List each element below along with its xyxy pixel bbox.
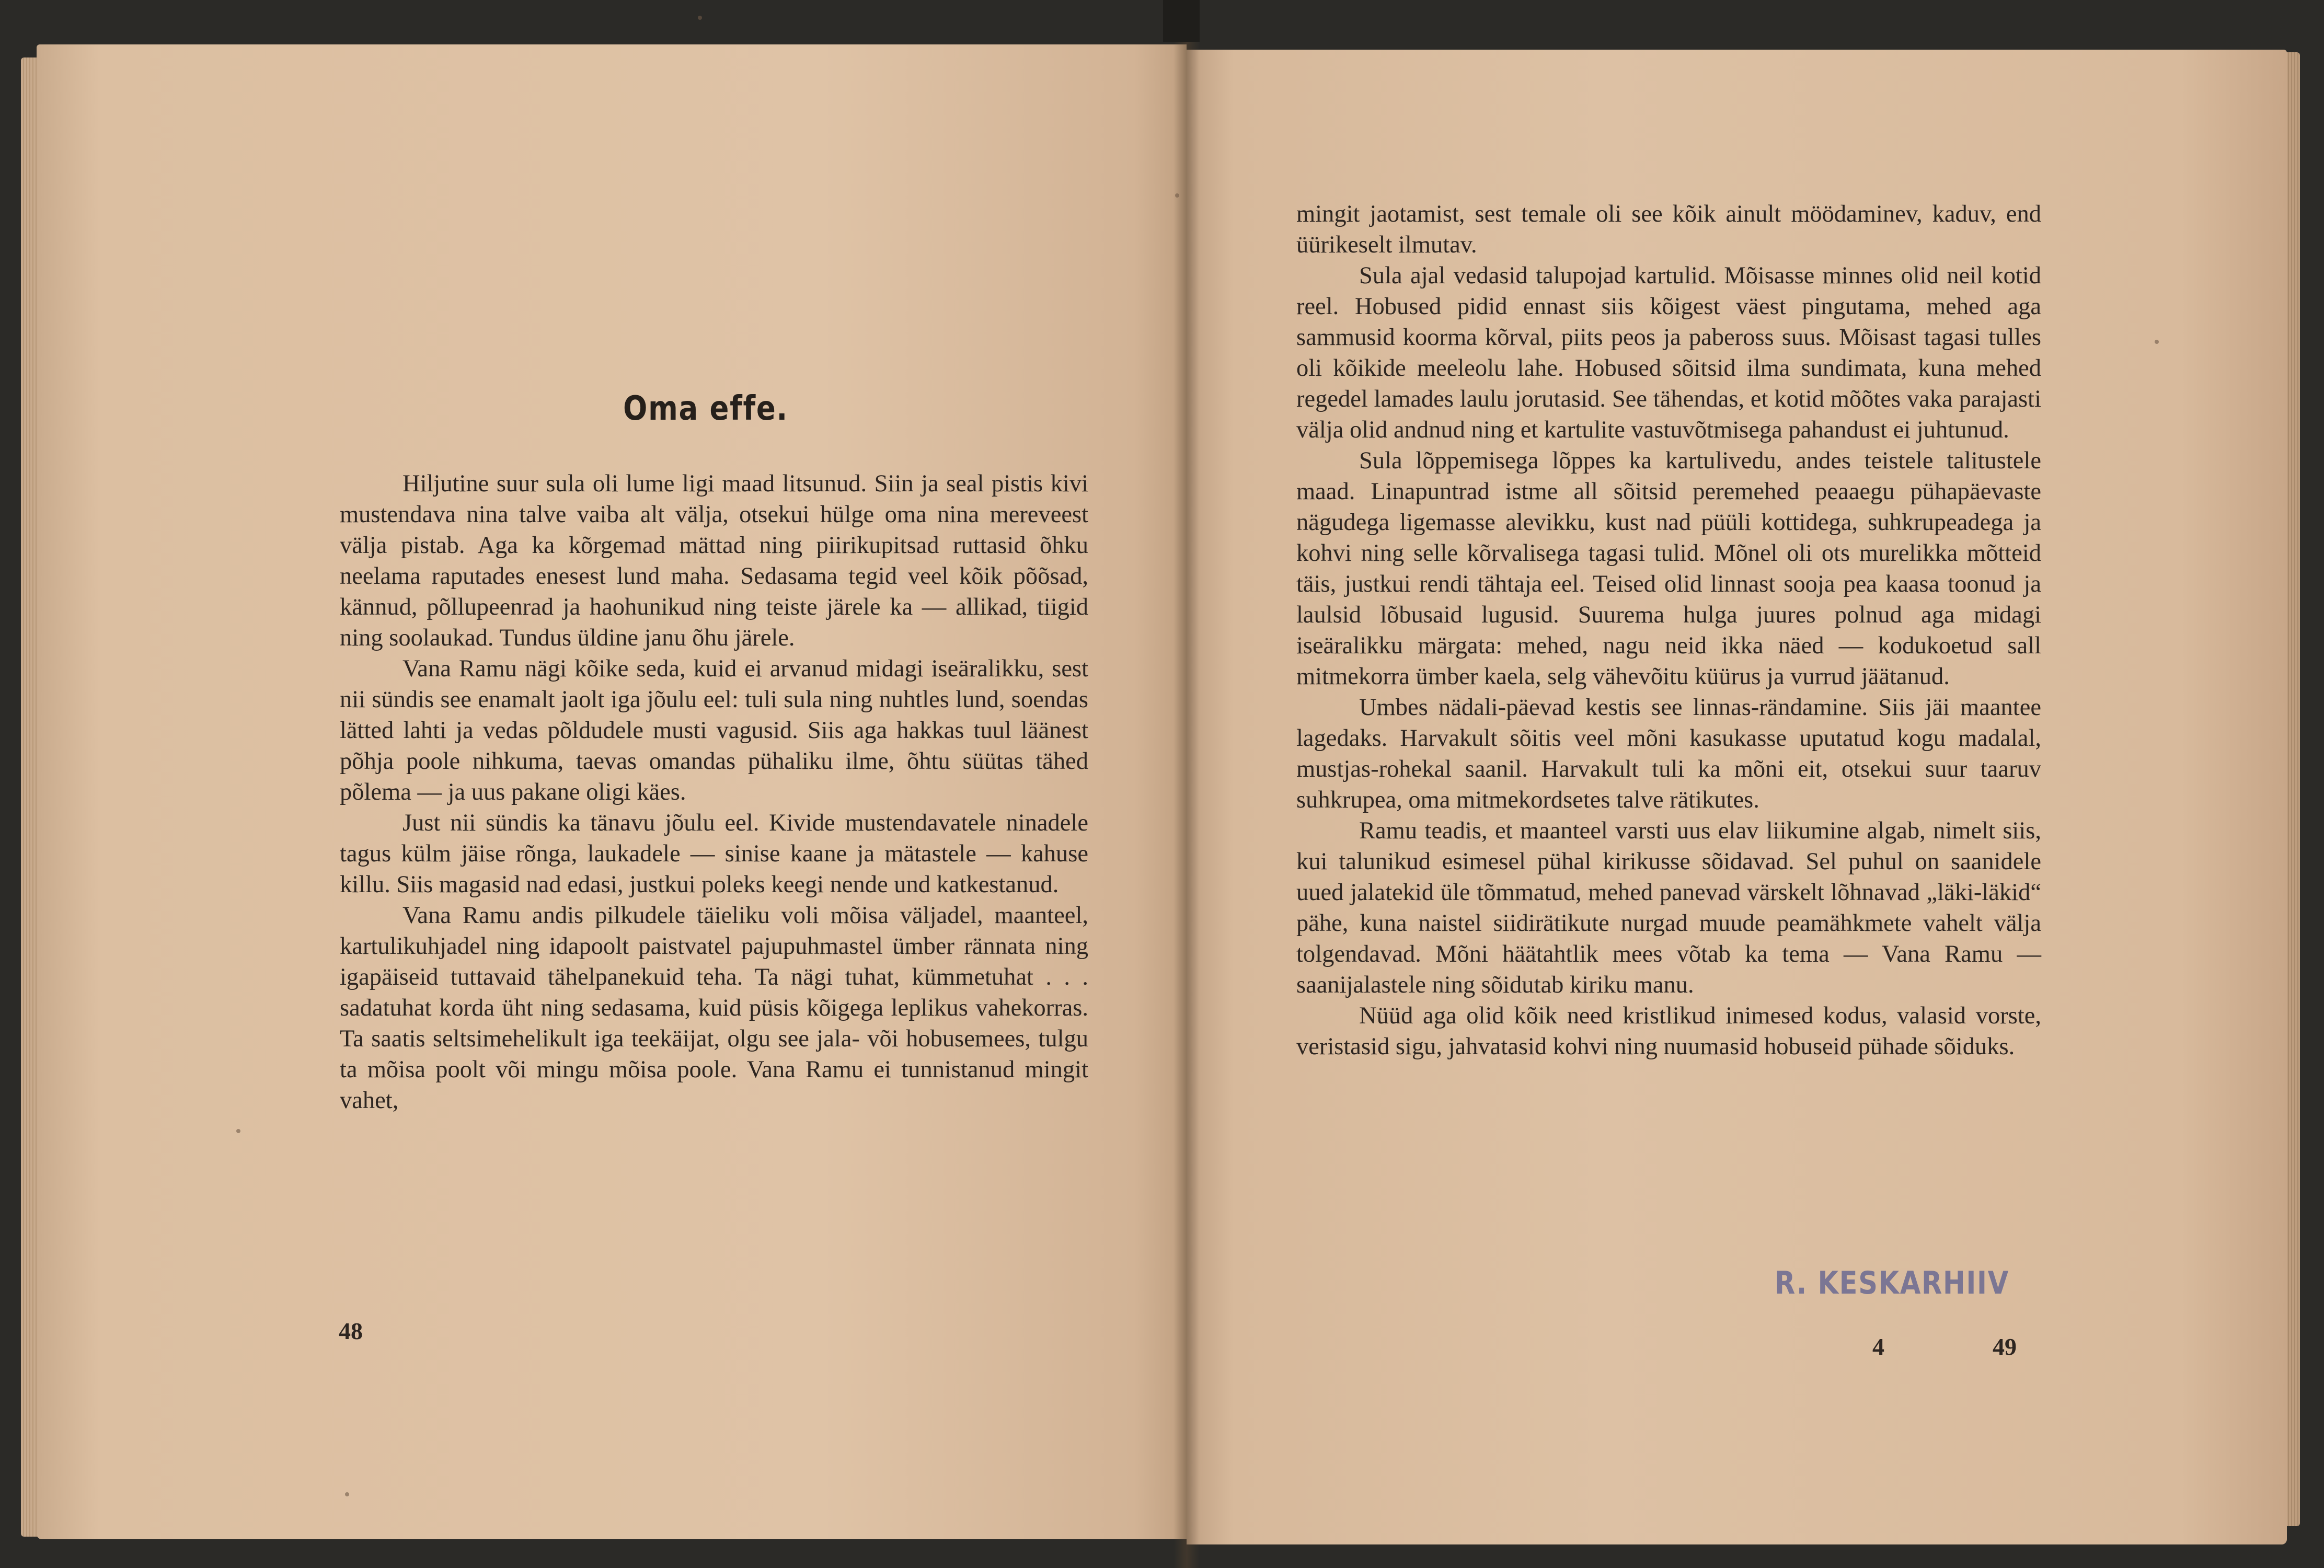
left-page-text (340, 468, 1088, 1116)
paragraph: Ramu teadis, et maanteel varsti uus elav liikumine algab, nimelt siis, kui talunikud esimesel pühal kirikusse sõidavad. Sel puhul on saanidele uued jalatekid üle tõmmatud, mehed panevad värskelt lõhnavad „läki-läkid“ pähe, kuna naistel siidirätikute nurgad muude peamähkmete vahelt välja tolgendavad. Mõni häätahtlik mees võtab ka tema — Vana Ramu — saanijalastele ning sõidutab kiriku manu. (1296, 817, 2041, 998)
paragraph: Hiljutine suur sula oli lume ligi maad litsunud. Siin ja seal pistis kivi mustendava nina talve vaiba alt välja, otsekui hülge oma nina mereveest välja pistab. Aga ka kõrgemad mättad ning piirikupitsad ruttasid õhku neelama raputades enesest lund maha. Sedasama tegid veel kõik põõsad, kännud, põllupeenrad ja haohunikud ning teiste järele ka — allikad, tiigid ning soolaukad. Tundus üldine janu õhu järele. (340, 470, 1088, 651)
paper-speck (345, 1492, 349, 1496)
paper-speck (236, 1129, 240, 1133)
page-number-right: 49 (1993, 1333, 2017, 1360)
paper-speck (698, 16, 702, 20)
spine-gap (1163, 0, 1200, 42)
right-page-text (1296, 199, 2041, 1062)
archive-stamp: R. KESKARHIIV (1775, 1265, 2009, 1301)
paragraph: Nüüd aga olid kõik need kristlikud inimesed kodus, valasid vorste, veristasid sigu, jahvatasid kohvi ning nuumasid hobuseid pühade sõiduks. (1296, 1002, 2041, 1060)
signature-mark: 4 (1872, 1333, 1884, 1360)
paragraph: Just nii sündis ka tänavu jõulu eel. Kivide mustendavatele ninadele tagus külm jäise rõnga, laukadele — sinise kaane ja mätastele — kahuse killu. Siis magasid nad edasi, justkui poleks keegi nende und katkestanud. (340, 810, 1088, 898)
page-number-left: 48 (339, 1318, 363, 1344)
paragraph: mingit jaotamist, sest temale oli see kõik ainult möödaminev, kaduv, end üürikeselt ilmutav. (1296, 201, 2041, 258)
paper-speck (1175, 193, 1179, 198)
paragraph: Sula ajal vedasid talupojad kartulid. Mõisasse minnes olid neil kotid reel. Hobused pidid ennast siis kõigest väest pingutama, mehed aga sammusid koorma kõrval, piits peos ja pabeross suus. Mõisast tagasi tulles oli kõikide meeleolu lahe. Hobused sõitsid ilma sundimata, kuna mehed regedel lamades laulu jorutasid. See tähendas, et kotid mõõtes vaka parajasti välja olid andnud ning et kartulite vastuvõtmisega pahandust ei juhtunud. (1296, 262, 2041, 443)
paragraph: Vana Ramu nägi kõike seda, kuid ei arvanud midagi iseäralikku, sest nii sündis see enamalt jaolt iga jõulu eel: tuli sula ning nuhtles lund, soendas lätted lahti ja vedas põldudele musti vagusid. Siis aga hakkas tuul läänest põhja poole nihkuma, taevas omandas pühaliku ilme, õhtu süütas tähed põlema — ja uus pakane oligi käes. (340, 655, 1088, 805)
chapter-title: Oma effe. (623, 389, 788, 428)
paper-speck (2155, 340, 2159, 344)
paragraph: Sula lõppemisega lõppes ka kartulivedu, andes teistele talitustele maad. Linapuntrad istme all sõitsid peremehed peaaegu pühapäevaste nägudega ligemasse alevikku, kust nad püüli kottidega, suhkrupeadega ja kohvi ning selle kõrvalisega tagasi tulid. Mõnel oli ots murelikka mõtteid täis, justkui rendi tähtaja eel. Teised olid linnast sooja pea kaasa toonud ja laulsid lõbusaid lugusid. Suurema hulga juures polnud aga midagi iseäralikku märgata: mehed, nagu neid ikka näed — kodukoetud sall mitmekorra ümber kaela, selg vähevõitu küürus ja vurrud jäätanud. (1296, 447, 2041, 690)
paragraph: Umbes nädali-päevad kestis see linnas-rändamine. Siis jäi maantee lagedaks. Harvakult sõitis veel mõni kasukasse uputatud kogu madalal, mustjas-rohekal saanil. Harvakult tuli ka mõni eit, otsekui suur taaruv suhkrupea, oma mitmekordsetes talve rätikutes. (1296, 694, 2041, 813)
book-gutter (1173, 31, 1200, 1568)
paragraph: Vana Ramu andis pilkudele täieliku voli mõisa väljadel, maanteel, kartulikuhjadel ning idapoolt paistvatel pajupuhmastel ümber rännata ning igapäiseid tuttavaid tähelpanekuid teha. Ta nägi tuhat, kümmetuhat . . . sadatuhat korda üht ning sedasama, kuid püsis kõigega leplikus vahekorras. Ta saatis seltsimehelikult iga teekäijat, olgu see jala- või hobusemees, tulgu ta mõisa poolt või mingu mõisa poole. Vana Ramu ei tunnistanud mingit vahet, (340, 902, 1088, 1114)
